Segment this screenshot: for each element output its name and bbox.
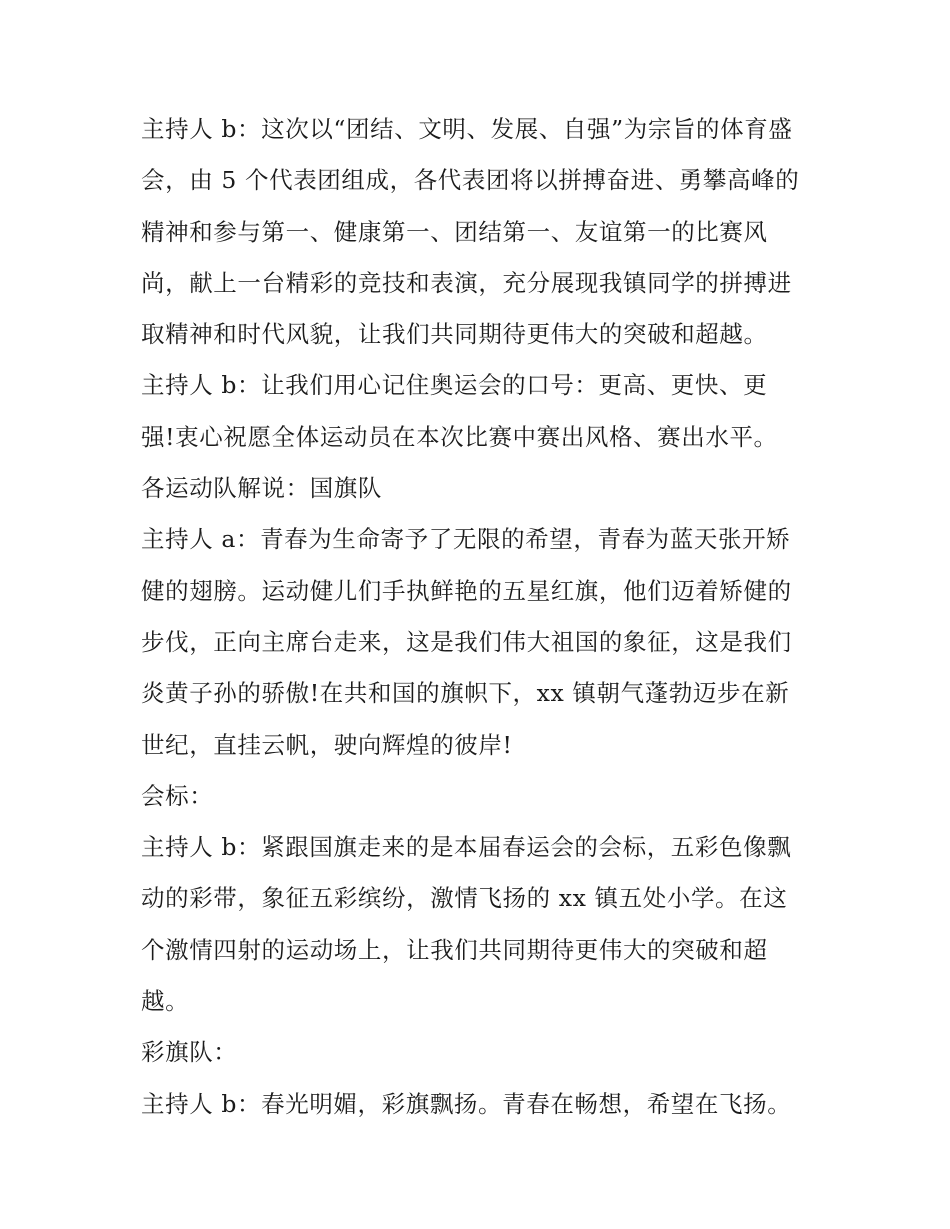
section-heading: 会标： <box>141 781 214 810</box>
text-line: 主持人 a：青春为生命寄予了无限的希望，青春为蓝天张开矫 <box>141 525 791 554</box>
text-line: 步伐，正向主席台走来，这是我们伟大祖国的象征，这是我们 <box>141 627 792 656</box>
text-line: 动的彩带，象征五彩缤纷，激情飞扬的 xx 镇五处小学。在这 <box>141 884 788 913</box>
text-line: 越。 <box>141 987 190 1016</box>
text-line: 尚，献上一台精彩的竞技和表演，充分展现我镇同学的拼搏进 <box>141 268 792 297</box>
text-line: 取精神和时代风貌，让我们共同期待更伟大的突破和超越。 <box>141 320 768 349</box>
text-line: 世纪，直挂云帆，驶向辉煌的彼岸! <box>141 730 513 759</box>
text-line: 主持人 b：这次以“团结、文明、发展、自强”为宗旨的体育盛 <box>141 115 793 143</box>
text-line: 主持人 b：春光明媚，彩旗飘扬。青春在畅想，希望在飞扬。 <box>141 1089 792 1118</box>
text-line: 会，由 5 个代表团组成，各代表团将以拼搏奋进、勇攀高峰的 <box>141 166 800 195</box>
text-line: 主持人 b：紧跟国旗走来的是本届春运会的会标，五彩色像飘 <box>141 833 792 862</box>
document-body <box>141 104 816 1130</box>
text-line: 精神和参与第一、健康第一、团结第一、友谊第一的比赛风 <box>141 217 768 246</box>
section-heading: 彩旗队： <box>141 1038 238 1067</box>
text-line: 主持人 b：让我们用心记住奥运会的口号：更高、更快、更 <box>141 371 768 400</box>
text-line: 个激情四射的运动场上，让我们共同期待更伟大的突破和超 <box>141 935 768 964</box>
text-line: 炎黄子孙的骄傲!在共和国的旗帜下，xx 镇朝气蓬勃迈步在新 <box>141 679 790 708</box>
text-line: 健的翅膀。运动健儿们手执鲜艳的五星红旗，他们迈着矫健的 <box>141 576 792 605</box>
section-heading: 各运动队解说：国旗队 <box>141 474 382 503</box>
text-line: 强!衷心祝愿全体运动员在本次比赛中赛出风格、赛出水平。 <box>141 422 778 451</box>
